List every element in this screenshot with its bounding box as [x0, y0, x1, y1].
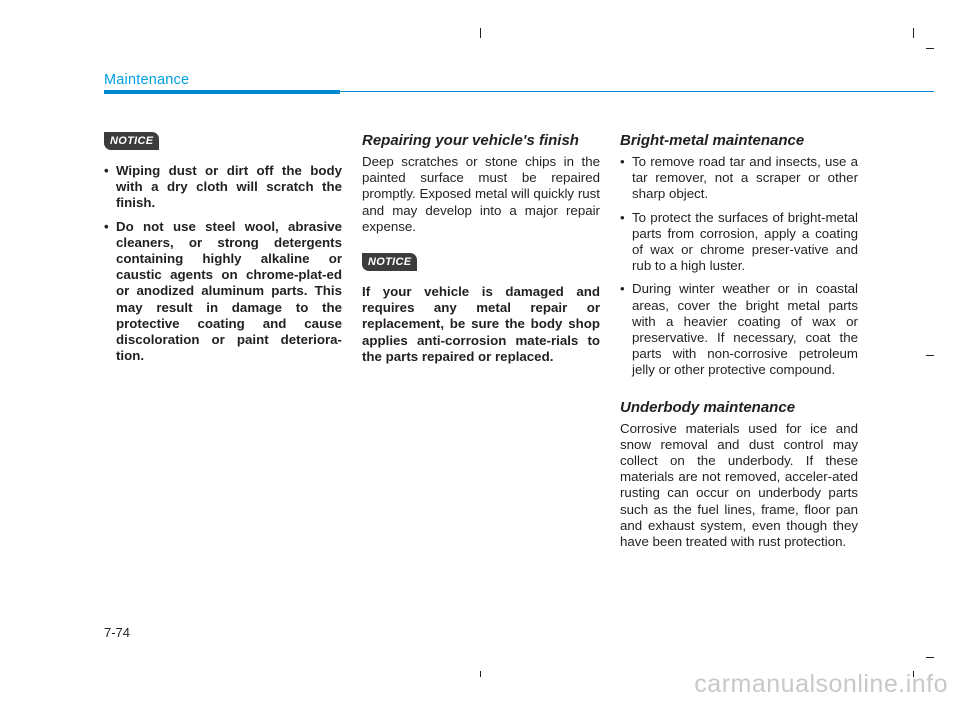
notice-badge: NOTICE — [104, 132, 159, 150]
page-number: 7-74 — [104, 625, 131, 640]
section-heading: Bright-metal maintenance — [620, 132, 805, 149]
right-column — [620, 132, 858, 550]
list-item: • To protect the surfaces of bright-metal parts from corrosion, apply a coating of wax or chrome preser-vative and rub to a high luster. — [620, 210, 858, 275]
list-item: • Do not use steel wool, abrasive cleaners, or strong detergents containing highly alkaline or caustic agents on chrome-plat-ed or anodized aluminum parts. This may result in damage to the protective coating and cause discoloration or paint deteriora-tion. — [104, 219, 342, 365]
crop-mark-right-top — [926, 48, 934, 49]
notice-paragraph: If your vehicle is damaged and requires any metal repair or replacement, be sure the body shop applies anti-corrosion mate-rials to the parts repaired or replaced. — [362, 284, 600, 364]
left-column — [104, 132, 342, 364]
body-paragraph: Deep scratches or stone chips in the painted surface must be repaired promptly. Exposed metal will quickly rust and may develop into a major repair expense. — [362, 154, 600, 234]
crop-mark-right-bottom — [926, 657, 934, 658]
crop-mark-top-right — [913, 28, 914, 38]
body-paragraph: Corrosive materials used for ice and snow removal and dust control may collect on the underbody. If these materials are not removed, acceler-ated rusting can occur on underbody parts such as the fuel lines, frame, floor pan and exhaust system, even though they have been treated with rust protection. — [620, 420, 858, 550]
section-rule-thick — [104, 90, 340, 94]
section-rule-thin — [340, 91, 934, 92]
crop-mark-right-middle — [926, 355, 934, 356]
watermark: carmanualsonline.info — [694, 670, 948, 698]
crop-mark-bottom-center — [480, 671, 481, 677]
bullet-list — [620, 154, 858, 379]
list-item: • Wiping dust or dirt off the body with a dry cloth will scratch the finish. — [104, 163, 342, 212]
notice-badge: NOTICE — [362, 253, 417, 271]
notice-list — [104, 163, 342, 364]
crop-mark-top-center — [480, 28, 481, 38]
section-title: Maintenance — [104, 72, 190, 88]
middle-column — [362, 132, 600, 365]
list-item: • During winter weather or in coastal areas, cover the bright metal parts with a heavier coating of wax or preservative. If necessary, coat the parts with non-corrosive petroleum jelly or other protective compound. — [620, 281, 858, 378]
section-heading: Repairing your vehicle's finish — [362, 132, 579, 149]
section-heading: Underbody maintenance — [620, 398, 796, 416]
list-item: • To remove road tar and insects, use a tar remover, not a scraper or other sharp object. — [620, 154, 858, 203]
